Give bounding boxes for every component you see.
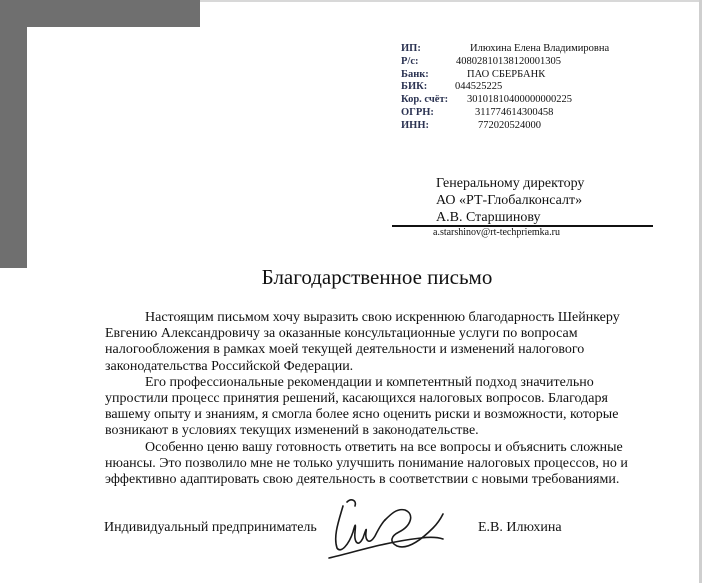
requisite-label: ИП: bbox=[401, 43, 421, 54]
requisite-label: Р/с: bbox=[401, 55, 419, 67]
signer-name: Е.В. Илюхина bbox=[478, 520, 562, 535]
body-paragraph bbox=[105, 440, 635, 489]
addressee-position: Генеральному директору bbox=[436, 176, 585, 191]
requisite-label: ИНН: bbox=[401, 119, 429, 131]
addressee-name: А.В. Старшинову bbox=[436, 210, 541, 225]
signer-role: Индивидуальный предприниматель bbox=[104, 520, 317, 535]
body-paragraph bbox=[105, 375, 635, 440]
requisite-value: 30101810400000000225 bbox=[467, 94, 572, 106]
addressee-email: a.starshinov@rt-techpriemka.ru bbox=[433, 227, 560, 238]
requisite-label: БИК: bbox=[401, 81, 428, 93]
requisite-value: 311774614300458 bbox=[475, 106, 554, 118]
paragraph-line: возникают в условиях текущих изменений в законодательстве. bbox=[105, 423, 479, 439]
requisite-label: Кор. счёт: bbox=[401, 94, 449, 106]
requisite-value: 40802810138120001305 bbox=[456, 55, 561, 67]
body-paragraph bbox=[105, 310, 635, 375]
requisite-label: ОГРН: bbox=[401, 106, 434, 118]
requisite-value: Илюхина Елена Владимировна bbox=[470, 43, 610, 54]
requisite-value: ПАО СБЕРБАНК bbox=[467, 68, 546, 80]
paragraph-line: налогообложения в рамках моей текущей деятельности и изменений налогового bbox=[105, 342, 585, 358]
paragraph-line: нюансы. Это позволило мне не только улучшить понимание налоговых процессов, но и bbox=[105, 455, 628, 471]
paragraph-line: Евгению Александровичу за оказанные консультационные услуги по вопросам bbox=[105, 326, 578, 342]
letter-body bbox=[105, 310, 635, 488]
paragraph-line: вашему опыту и знаниям, я смогла более ясно оценить риски и возможности, которые bbox=[105, 407, 619, 423]
addressee-company: АО «РТ-Глобалконсалт» bbox=[436, 193, 583, 208]
paragraph-line: эффективно адаптировать свою деятельность в соответствии с новыми требованиями. bbox=[105, 472, 620, 488]
paragraph-line: Особенно ценю вашу готовность ответить на все вопросы и объяснить сложные bbox=[145, 439, 623, 455]
paragraph-line: Его профессиональные рекомендации и компетентный подход значительно bbox=[145, 374, 594, 390]
requisite-value: 772020524000 bbox=[478, 119, 541, 131]
addressee-block bbox=[436, 175, 584, 226]
paragraph-line: упростили процесс принятия решений, касающихся налоговых вопросов. Благодаря bbox=[105, 391, 608, 407]
paragraph-line: законодательства Российской Федерации. bbox=[105, 358, 354, 374]
requisite-value: 044525225 bbox=[455, 81, 503, 93]
letter-title: Благодарственное письмо bbox=[261, 265, 493, 289]
handwritten-signature-image bbox=[325, 492, 445, 564]
paragraph-line: Настоящим письмом хочу выразить свою искреннюю благодарность Шейнкеру bbox=[145, 310, 620, 325]
requisite-label: Банк: bbox=[401, 68, 429, 80]
